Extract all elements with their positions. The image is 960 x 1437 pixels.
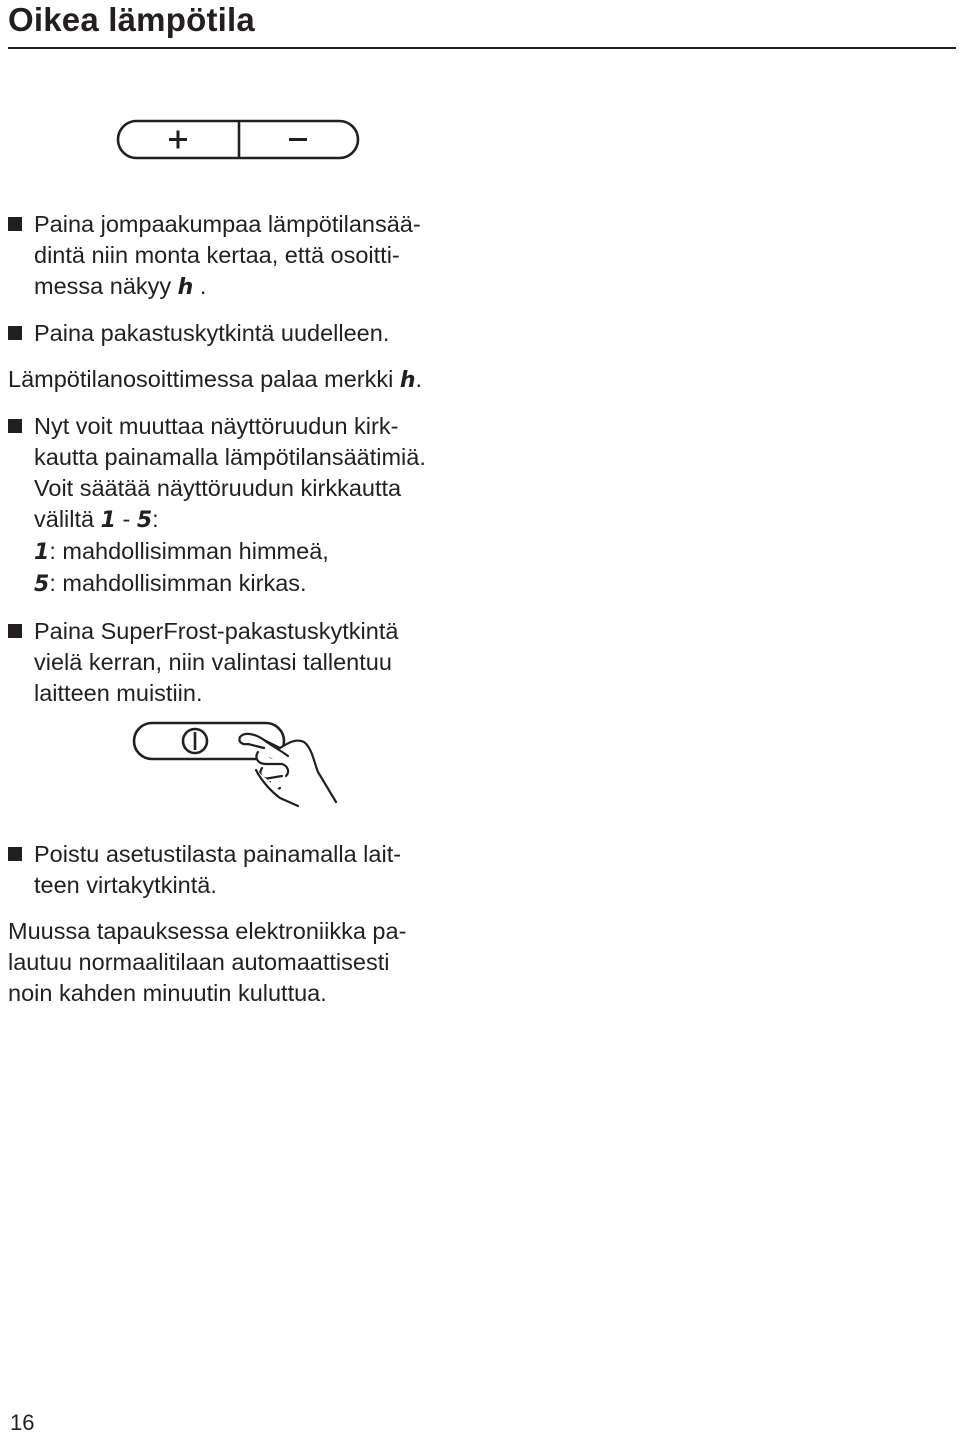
text-line: lautuu normaalitilaan automaattisesti [8,949,390,975]
instruction-item [8,616,478,709]
hand-pressing-icon [239,734,336,806]
text-line: noin kahden minuutin kuluttua. [8,980,327,1006]
page-number: 16 [10,1410,35,1435]
text-line: Paina pakastuskytkintä uudelleen. [34,320,390,346]
bullet-square-icon [8,419,22,433]
instruction-item [8,839,478,901]
text-line: Muussa tapauksessa elektroniikka pa- [8,918,407,944]
power-button-illustration [130,718,350,810]
display-symbol-1: 1 [100,508,116,533]
display-symbol-1: 1 [34,540,50,565]
text-line: Voit säätää näyttöruudun kirkkautta [34,475,402,501]
text-line: Lämpötilanosoittimessa palaa merkki h. [8,366,423,393]
instruction-item [8,209,478,303]
plus-icon [169,131,187,149]
text-line: 5: mahdollisimman kirkas. [34,570,307,597]
bullet-square-icon [8,624,22,638]
text-line: vielä kerran, niin valintasi tallentuu [34,649,392,675]
text-line: teen virtakytkintä. [34,872,217,898]
text-line: laitteen muistiin. [34,680,203,706]
bullet-square-icon [8,326,22,340]
title-rule [8,47,956,49]
text-line: Paina jompaakumpaa lämpötilansää- [34,211,421,237]
display-symbol-5: 5 [136,508,153,533]
instruction-item [8,411,478,600]
text-line: 1: mahdollisimman himmeä, [34,538,329,565]
display-symbol-5: 5 [34,572,50,597]
text-line: dintä niin monta kertaa, että osoitti- [34,242,400,268]
bullet-square-icon [8,847,22,861]
text-line: Poistu asetustilasta painamalla lait- [34,841,402,867]
text-line: messa näkyy h . [34,273,207,300]
power-symbol-icon [183,729,207,753]
text-line: Nyt voit muuttaa näyttöruudun kirk- [34,413,399,439]
bullet-square-icon [8,217,22,231]
instruction-item [8,318,478,349]
plus-minus-button-illustration [115,118,363,162]
text-line: väliltä 1 - 5: [34,506,159,533]
display-symbol-h: h [399,368,416,393]
instructions [8,209,478,1009]
page-title: Oikea lämpötila [8,1,255,38]
text-line: Paina SuperFrost-pakastuskytkintä [34,618,399,644]
text-line: kautta painamalla lämpötilansäätimiä. [34,444,426,470]
display-symbol-h: h [177,275,194,300]
